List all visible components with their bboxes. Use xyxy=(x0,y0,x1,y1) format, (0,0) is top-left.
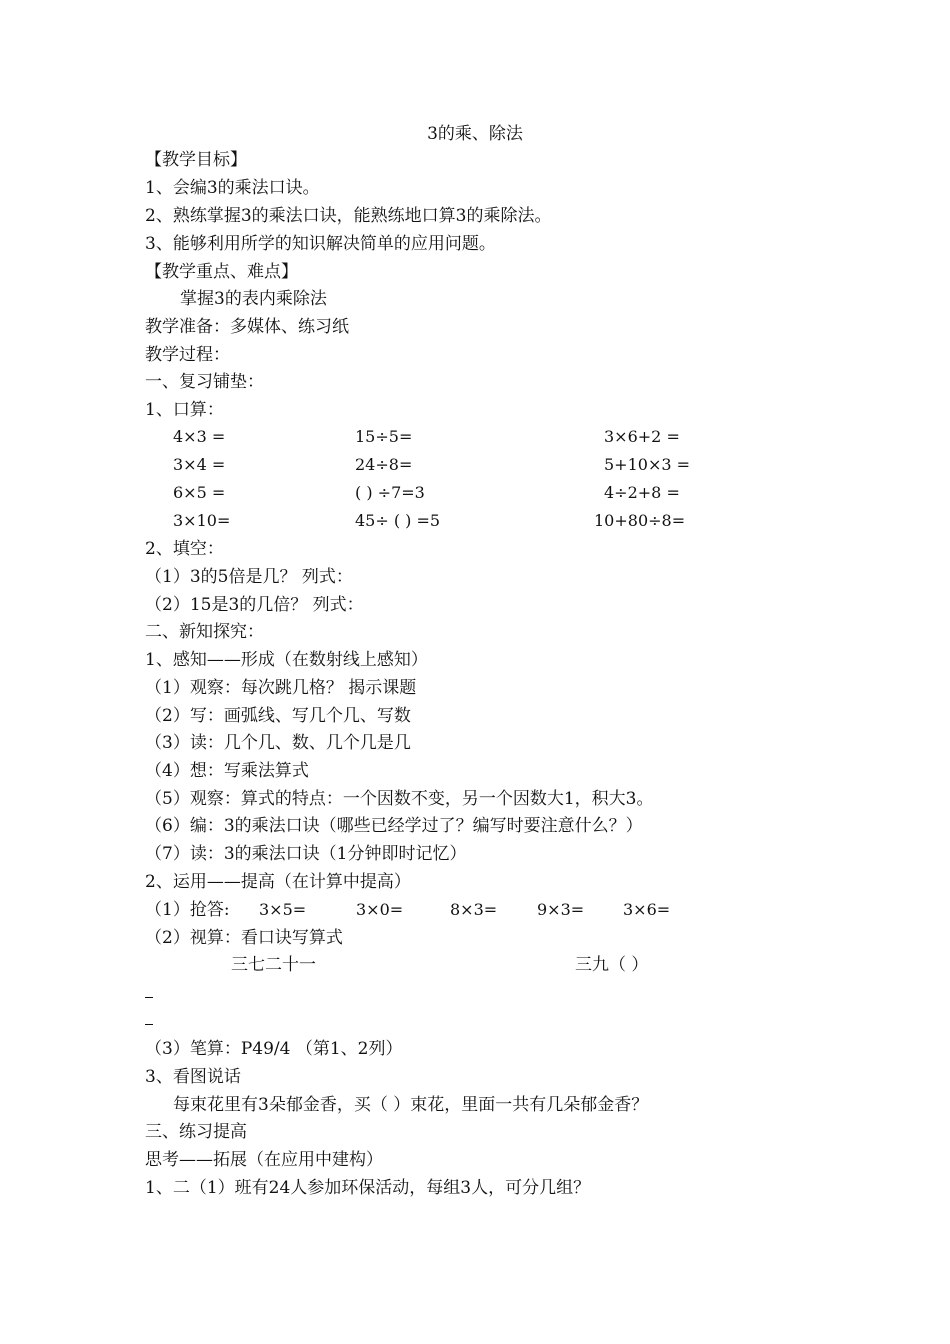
calc-cell: 6×5 = xyxy=(173,483,226,502)
calc-cell: 24÷8= xyxy=(355,455,413,474)
step-item: （2）视算：看口诀写算式 xyxy=(145,928,343,948)
preparation: 教学准备：多媒体、练习纸 xyxy=(145,317,349,337)
calc-cell: 45÷ ( ) =5 xyxy=(355,511,441,530)
step-item: （7）读：3的乘法口诀（1分钟即时记忆） xyxy=(145,844,467,864)
dash-mark xyxy=(145,997,153,998)
quick-answer-item: 3×6= xyxy=(623,900,671,919)
calc-cell: 5+10×3 = xyxy=(604,455,691,474)
subsection-heading: 1、感知——形成（在数射线上感知） xyxy=(145,650,428,670)
subsection-heading: 2、运用——提高（在计算中提高） xyxy=(145,872,411,892)
calc-cell: 3×6+2 = xyxy=(604,427,680,446)
quick-answer-label: （1）抢答: xyxy=(145,900,230,920)
calc-cell: 4×3 = xyxy=(173,427,226,446)
part-heading: 一、复习铺垫： xyxy=(145,372,264,392)
picture-question: 每束花里有3朵郁金香，买（ ）束花，里面一共有几朵郁金香？ xyxy=(173,1095,649,1115)
exercise-item: 1、二（1）班有24人参加环保活动，每组3人，可分几组？ xyxy=(145,1178,591,1198)
step-item: （6）编：3的乘法口诀（哪些已经学过了？编写时要注意什么？） xyxy=(145,816,643,836)
subsection-heading: 3、看图说话 xyxy=(145,1067,241,1087)
step-item: （2）写：画弧线、写几个几、写数 xyxy=(145,706,411,726)
quick-answer-item: 3×0= xyxy=(356,900,404,919)
part-heading: 二、新知探究： xyxy=(145,622,264,642)
section-heading-key: 【教学重点、难点】 xyxy=(145,262,298,282)
page-title: 3的乘、除法 xyxy=(427,124,523,144)
step-item: （4）想：写乘法算式 xyxy=(145,761,309,781)
key-point: 掌握3的表内乘除法 xyxy=(180,289,327,309)
fill-item: （2）15是3的几倍？ 列式： xyxy=(145,595,364,615)
fill-item: （1）3的5倍是几？ 列式： xyxy=(145,567,353,587)
dash-mark xyxy=(145,1024,153,1025)
calc-cell: 3×10= xyxy=(173,511,231,530)
section-heading-goals: 【教学目标】 xyxy=(145,150,247,170)
process-heading: 教学过程： xyxy=(145,345,230,365)
step-item: （5）观察：算式的特点：一个因数不变，另一个因数大1，积大3。 xyxy=(145,789,654,809)
step-item: （1）观察：每次跳几格？ 揭示课题 xyxy=(145,678,417,698)
part-heading: 三、练习提高 xyxy=(145,1122,247,1142)
fill-heading: 2、填空： xyxy=(145,539,224,559)
calc-cell: 15÷5= xyxy=(355,427,413,446)
calc-cell: ( ) ÷7=3 xyxy=(355,483,425,502)
visual-calc-left: 三七二十一 xyxy=(231,955,316,975)
subsection-heading: 思考——拓展（在应用中建构） xyxy=(145,1150,383,1170)
calc-cell: 4÷2+8 = xyxy=(604,483,680,502)
goal-item: 3、能够利用所学的知识解决简单的应用问题。 xyxy=(145,234,496,254)
step-item: （3）笔算：P49/4 （第1、2列） xyxy=(145,1039,403,1059)
quick-answer-item: 8×3= xyxy=(450,900,498,919)
step-item: （3）读：几个几、数、几个几是几 xyxy=(145,733,411,753)
calc-cell: 3×4 = xyxy=(173,455,226,474)
visual-calc-right: 三九（ ） xyxy=(575,955,649,975)
goal-item: 2、熟练掌握3的乘法口诀，能熟练地口算3的乘除法。 xyxy=(145,206,552,226)
quick-answer-item: 3×5= xyxy=(259,900,307,919)
goal-item: 1、会编3的乘法口诀。 xyxy=(145,178,320,198)
calc-cell: 10+80÷8= xyxy=(594,511,686,530)
quick-answer-item: 9×3= xyxy=(537,900,585,919)
oral-calc-heading: 1、口算： xyxy=(145,400,224,420)
